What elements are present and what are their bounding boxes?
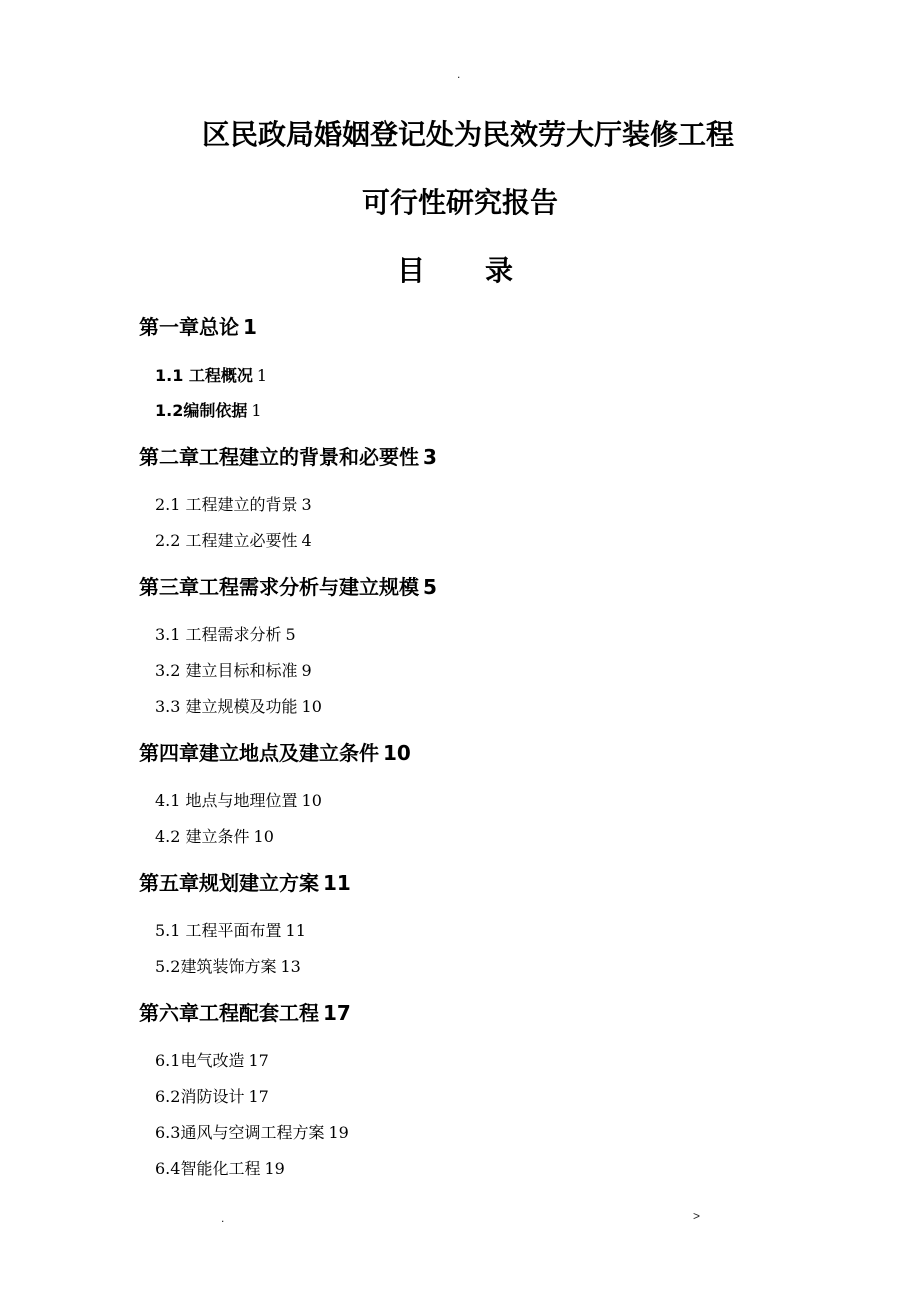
toc-section-label: 6.2消防设计 <box>155 1087 245 1106</box>
toc-chapter-label: 第四章建立地点及建立条件 <box>139 741 379 765</box>
toc-page-number: 10 <box>383 741 411 765</box>
toc-section-label: 5.2建筑装饰方案 <box>155 957 277 976</box>
toc-chapter-4[interactable] <box>139 741 411 765</box>
toc-page-number: 17 <box>323 1001 351 1025</box>
toc-page-number: 3 <box>301 495 312 514</box>
toc-section-label: 5.1 工程平面布置 <box>155 921 282 940</box>
toc-page-number: 13 <box>280 957 301 976</box>
toc-page-number: 17 <box>248 1087 269 1106</box>
toc-page-number: 5 <box>285 625 296 644</box>
toc-section-label: 4.1 地点与地理位置 <box>155 791 298 810</box>
toc-section-2-1[interactable] <box>155 495 312 515</box>
toc-page-number: 19 <box>264 1159 285 1178</box>
toc-page-number: 11 <box>323 871 351 895</box>
document-title-line-2: 可行性研究报告 <box>361 186 558 219</box>
footer-dot: . <box>221 1211 225 1225</box>
header-dot: . <box>457 67 461 81</box>
toc-page-number: 1 <box>243 315 257 339</box>
toc-section-1-2[interactable] <box>155 401 262 421</box>
toc-chapter-label: 第三章工程需求分析与建立规模 <box>139 575 419 599</box>
toc-section-6-4[interactable] <box>155 1159 285 1179</box>
toc-section-label: 6.1电气改造 <box>155 1051 245 1070</box>
toc-section-label: 6.4智能化工程 <box>155 1159 261 1178</box>
toc-heading: 目录 <box>396 254 573 287</box>
document-title-line-1: 区民政局婚姻登记处为民效劳大厅装修工程 <box>201 118 734 151</box>
toc-page-number: 17 <box>248 1051 269 1070</box>
toc-section-4-2[interactable] <box>155 827 274 847</box>
toc-section-4-1[interactable] <box>155 791 322 811</box>
toc-page-number: 1 <box>251 401 262 420</box>
toc-section-6-1[interactable] <box>155 1051 269 1071</box>
toc-section-label: 6.3通风与空调工程方案 <box>155 1123 325 1142</box>
footer-arrow-mark: > <box>693 1209 701 1223</box>
toc-page-number: 4 <box>301 531 312 550</box>
toc-chapter-1[interactable] <box>139 315 257 339</box>
toc-page-number: 11 <box>285 921 306 940</box>
toc-section-label: 4.2 建立条件 <box>155 827 250 846</box>
toc-chapter-5[interactable] <box>139 871 351 895</box>
toc-section-label: 3.1 工程需求分析 <box>155 625 282 644</box>
toc-section-3-2[interactable] <box>155 661 312 681</box>
toc-page-number: 3 <box>423 445 437 469</box>
toc-chapter-label: 第六章工程配套工程 <box>139 1001 319 1025</box>
toc-section-2-2[interactable] <box>155 531 312 551</box>
toc-chapter-6[interactable] <box>139 1001 351 1025</box>
toc-page-number: 9 <box>301 661 312 680</box>
toc-page-number: 10 <box>301 697 322 716</box>
toc-page-number: 5 <box>423 575 437 599</box>
toc-section-5-1[interactable] <box>155 921 306 941</box>
toc-chapter-label: 第五章规划建立方案 <box>139 871 319 895</box>
toc-page-number: 10 <box>253 827 274 846</box>
toc-page-number: 10 <box>301 791 322 810</box>
toc-section-3-1[interactable] <box>155 625 296 645</box>
toc-chapter-2[interactable] <box>139 445 437 469</box>
toc-chapter-label: 第二章工程建立的背景和必要性 <box>139 445 419 469</box>
toc-section-label: 3.2 建立目标和标准 <box>155 661 298 680</box>
toc-page-number: 19 <box>328 1123 349 1142</box>
toc-section-6-3[interactable] <box>155 1123 349 1143</box>
toc-section-label: 2.1 工程建立的背景 <box>155 495 298 514</box>
toc-section-label: 1.1 工程概况 <box>155 366 253 385</box>
toc-section-label: 3.3 建立规模及功能 <box>155 697 298 716</box>
toc-section-1-1[interactable] <box>155 366 267 386</box>
toc-section-3-3[interactable] <box>155 697 322 717</box>
toc-section-5-2[interactable] <box>155 957 301 977</box>
toc-section-label: 1.2编制依据 <box>155 401 248 420</box>
toc-section-6-2[interactable] <box>155 1087 269 1107</box>
toc-chapter-label: 第一章总论 <box>139 315 239 339</box>
toc-page-number: 1 <box>256 366 268 385</box>
toc-section-label: 2.2 工程建立必要性 <box>155 531 298 550</box>
toc-chapter-3[interactable] <box>139 575 437 599</box>
